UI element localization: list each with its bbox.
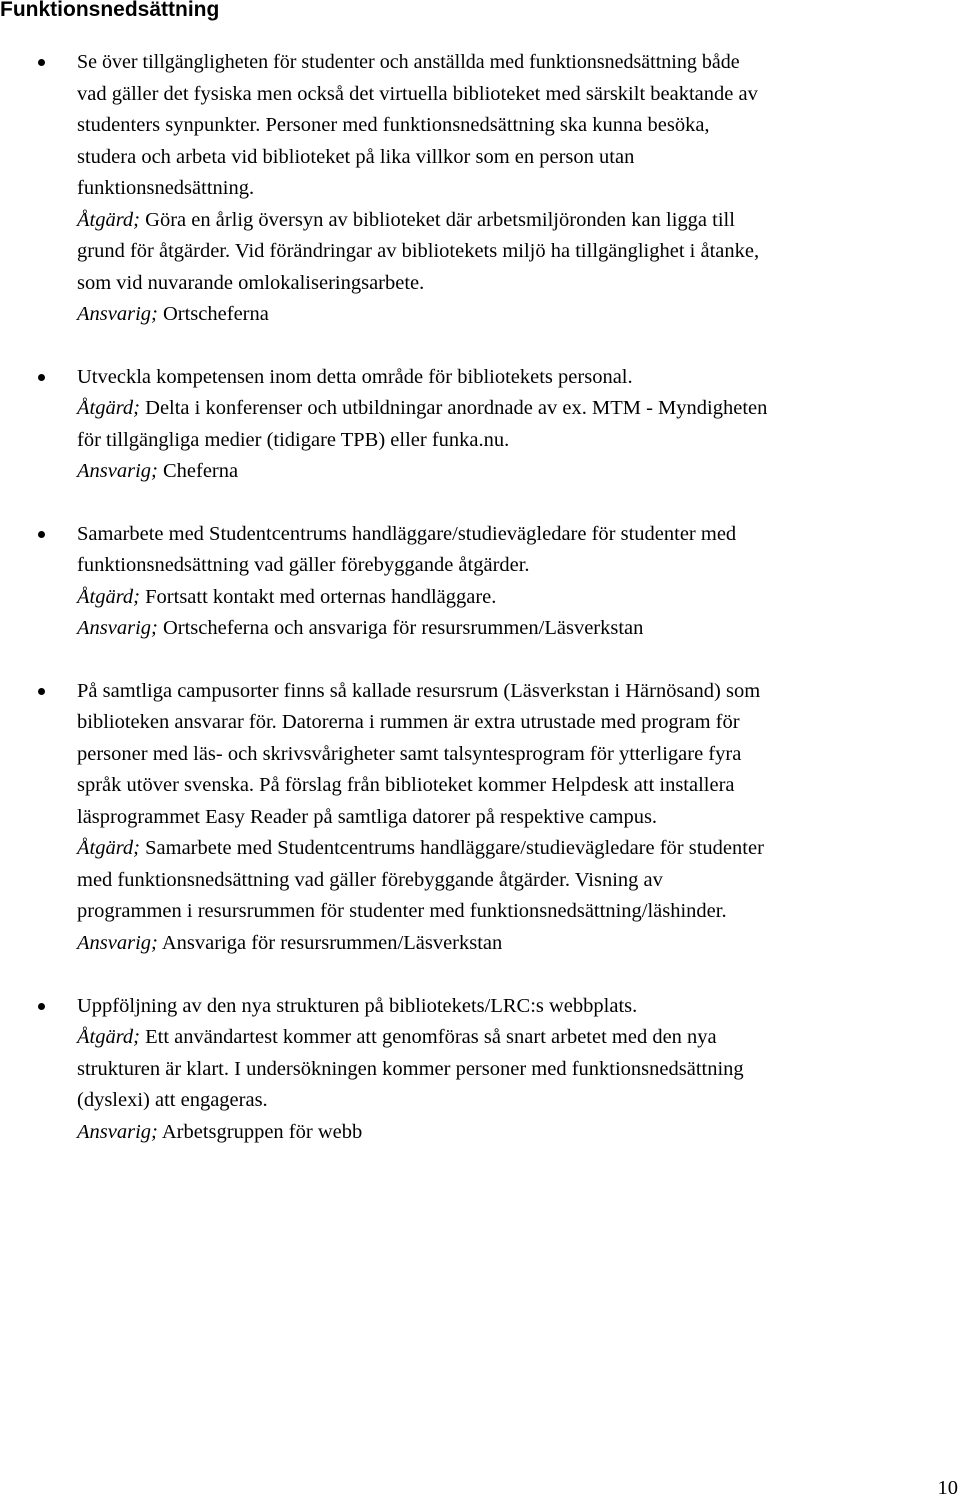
action-text: Göra en årlig översyn av biblioteket där arbetsmiljöronden kan ligga till (140, 209, 735, 231)
item-text-line: läsprogrammet Easy Reader på samtliga datorer på respektive campus. (77, 806, 658, 828)
action-text-line: programmen i resursrummen för studenter med funktionsnedsättning/läshinder. (77, 900, 727, 922)
bullet-dot-icon (38, 688, 45, 695)
action-text: Ett användartest kommer att genomföras så snart arbetet med den nya (140, 1026, 717, 1048)
action-text-line: grund för åtgärder. Vid förändringar av bibliotekets miljö ha tillgänglighet i åtanke, (77, 240, 760, 262)
responsible-line (77, 456, 238, 487)
item-text-line: studera och arbeta vid biblioteket på lika villkor som en person utan (77, 146, 635, 168)
responsible-label: Ansvarig; (77, 460, 158, 482)
item-text-line: funktionsnedsättning vad gäller förebyggande åtgärder. (77, 554, 530, 576)
responsible-label: Ansvarig; (77, 932, 158, 954)
responsible-label: Ansvarig; (77, 303, 158, 325)
item-text-line: vad gäller det fysiska men också det virtuella biblioteket med särskilt beaktande av (77, 83, 758, 105)
item-text-line: Se över tillgängligheten för studenter och anställda med funktionsnedsättning både (77, 51, 740, 73)
action-text-line: (dyslexi) att engageras. (77, 1089, 268, 1111)
item-text-line: studenters synpunkter. Personer med funktionsnedsättning ska kunna besöka, (77, 114, 710, 136)
action-label: Åtgärd; (77, 397, 141, 419)
bullet-dot-icon (38, 531, 45, 538)
action-text-line: som vid nuvarande omlokaliseringsarbete. (77, 272, 425, 294)
responsible-line (77, 928, 502, 959)
item-text-line: funktionsnedsättning. (77, 177, 255, 199)
responsible-text: Ansvariga för resursrummen/Läsverkstan (157, 932, 503, 954)
action-line (77, 833, 764, 864)
item-text-line: På samtliga campusorter finns så kallade resursrum (Läsverkstan i Härnösand) som (77, 680, 761, 702)
action-text: Delta i konferenser och utbildningar anordnade av ex. MTM - Myndigheten (140, 397, 768, 419)
responsible-label: Ansvarig; (77, 617, 158, 639)
item-text-line: Utveckla kompetensen inom detta område för bibliotekets personal. (77, 366, 633, 388)
bullet-dot-icon (38, 374, 45, 381)
bullet-dot-icon (38, 1003, 45, 1010)
action-text-line: med funktionsnedsättning vad gäller förebyggande åtgärder. Visning av (77, 869, 663, 891)
action-text-line: strukturen är klart. I undersökningen kommer personer med funktionsnedsättning (77, 1058, 744, 1080)
action-line (77, 205, 735, 236)
page-number: 10 (937, 1477, 958, 1499)
action-line (77, 582, 496, 613)
item-text-line: biblioteken ansvarar för. Datorerna i rummen är extra utrustade med program för (77, 711, 740, 733)
action-text: Fortsatt kontakt med orternas handläggare. (140, 586, 497, 608)
item-text-line: språk utöver svenska. På förslag från biblioteket kommer Helpdesk att installera (77, 774, 735, 796)
item-text-line: Uppföljning av den nya strukturen på bibliotekets/LRC:s webbplats. (77, 995, 638, 1017)
page-heading: Funktionsnedsättning (0, 0, 220, 21)
responsible-text: Ortscheferna (157, 303, 269, 325)
action-label: Åtgärd; (77, 209, 141, 231)
responsible-line (77, 299, 269, 330)
action-text-line: för tillgängliga medier (tidigare TPB) eller funka.nu. (77, 429, 510, 451)
action-line (77, 1022, 717, 1053)
item-text-line: personer med läs- och skrivsvårigheter samt talsyntesprogram för ytterligare fyra (77, 743, 742, 765)
responsible-text: Arbetsgruppen för webb (157, 1121, 363, 1143)
action-label: Åtgärd; (77, 586, 141, 608)
responsible-line (77, 1117, 362, 1148)
bullet-dot-icon (38, 59, 45, 66)
responsible-text: Cheferna (157, 460, 239, 482)
item-text-line: Samarbete med Studentcentrums handläggare/studievägledare för studenter med (77, 523, 737, 545)
action-label: Åtgärd; (77, 1026, 141, 1048)
responsible-label: Ansvarig; (77, 1121, 158, 1143)
action-label: Åtgärd; (77, 837, 141, 859)
action-line (77, 393, 767, 424)
action-text: Samarbete med Studentcentrums handläggare/studievägledare för studenter (140, 837, 764, 859)
responsible-line (77, 613, 643, 644)
responsible-text: Ortscheferna och ansvariga för resursrummen/Läsverkstan (157, 617, 644, 639)
